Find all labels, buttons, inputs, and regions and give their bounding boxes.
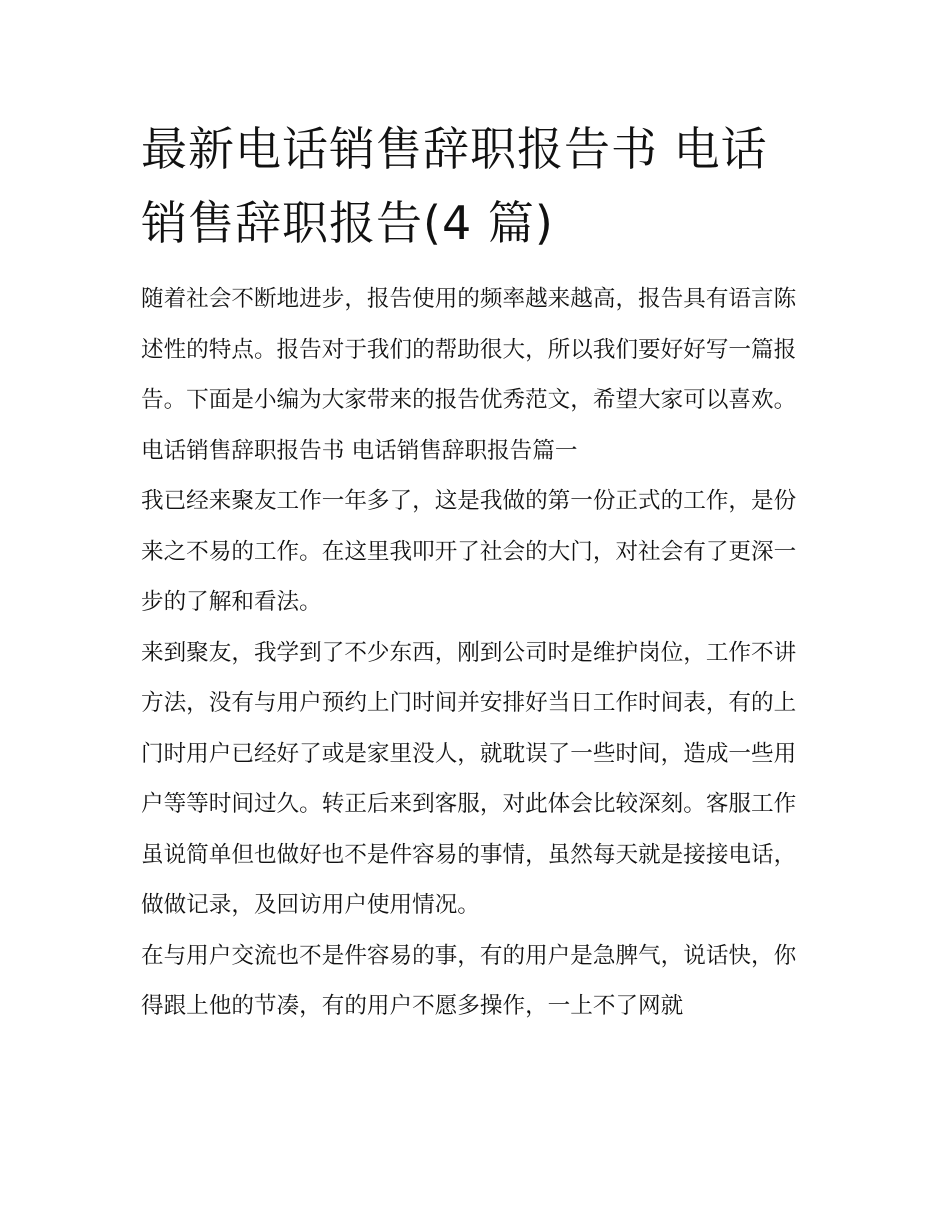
document-title: 最新电话销售辞职报告书 电话销售辞职报告(4 篇): [141, 122, 768, 250]
intro-paragraph: 随着社会不断地进步，报告使用的频率越来越高，报告具有语言陈述性的特点。报告对于我们的帮助很大，所以我们要好好写一篇报告。下面是小编为大家带来的报告优秀范文，希望大家可以喜欢。: [141, 286, 797, 413]
section-heading: 电话销售辞职报告书 电话销售辞职报告篇一: [141, 437, 578, 464]
body-paragraph: 在与用户交流也不是件容易的事，有的用户是急脾气，说话快，你得跟上他的节凑，有的用户不愿多操作，一上不了网就: [141, 942, 797, 1019]
body-paragraph: 来到聚友，我学到了不少东西，刚到公司时是维护岗位，工作不讲方法，没有与用户预约上门时间并安排好当日工作时间表，有的上门时用户已经好了或是家里没人，就耽误了一些时间，造成一些用户等等时间过久。转正后来到客服，对此体会比较深刻。客服工作虽说简单但也做好也不是件容易的事情，虽然每天就是接接电话，做做记录，及回访用户使用情况。: [141, 639, 797, 918]
body-paragraph: 我已经来聚友工作一年多了，这是我做的第一份正式的工作，是份来之不易的工作。在这里我叩开了社会的大门，对社会有了更深一步的了解和看法。: [141, 488, 797, 615]
document-page: [141, 112, 813, 1032]
document-body: [141, 274, 813, 1032]
